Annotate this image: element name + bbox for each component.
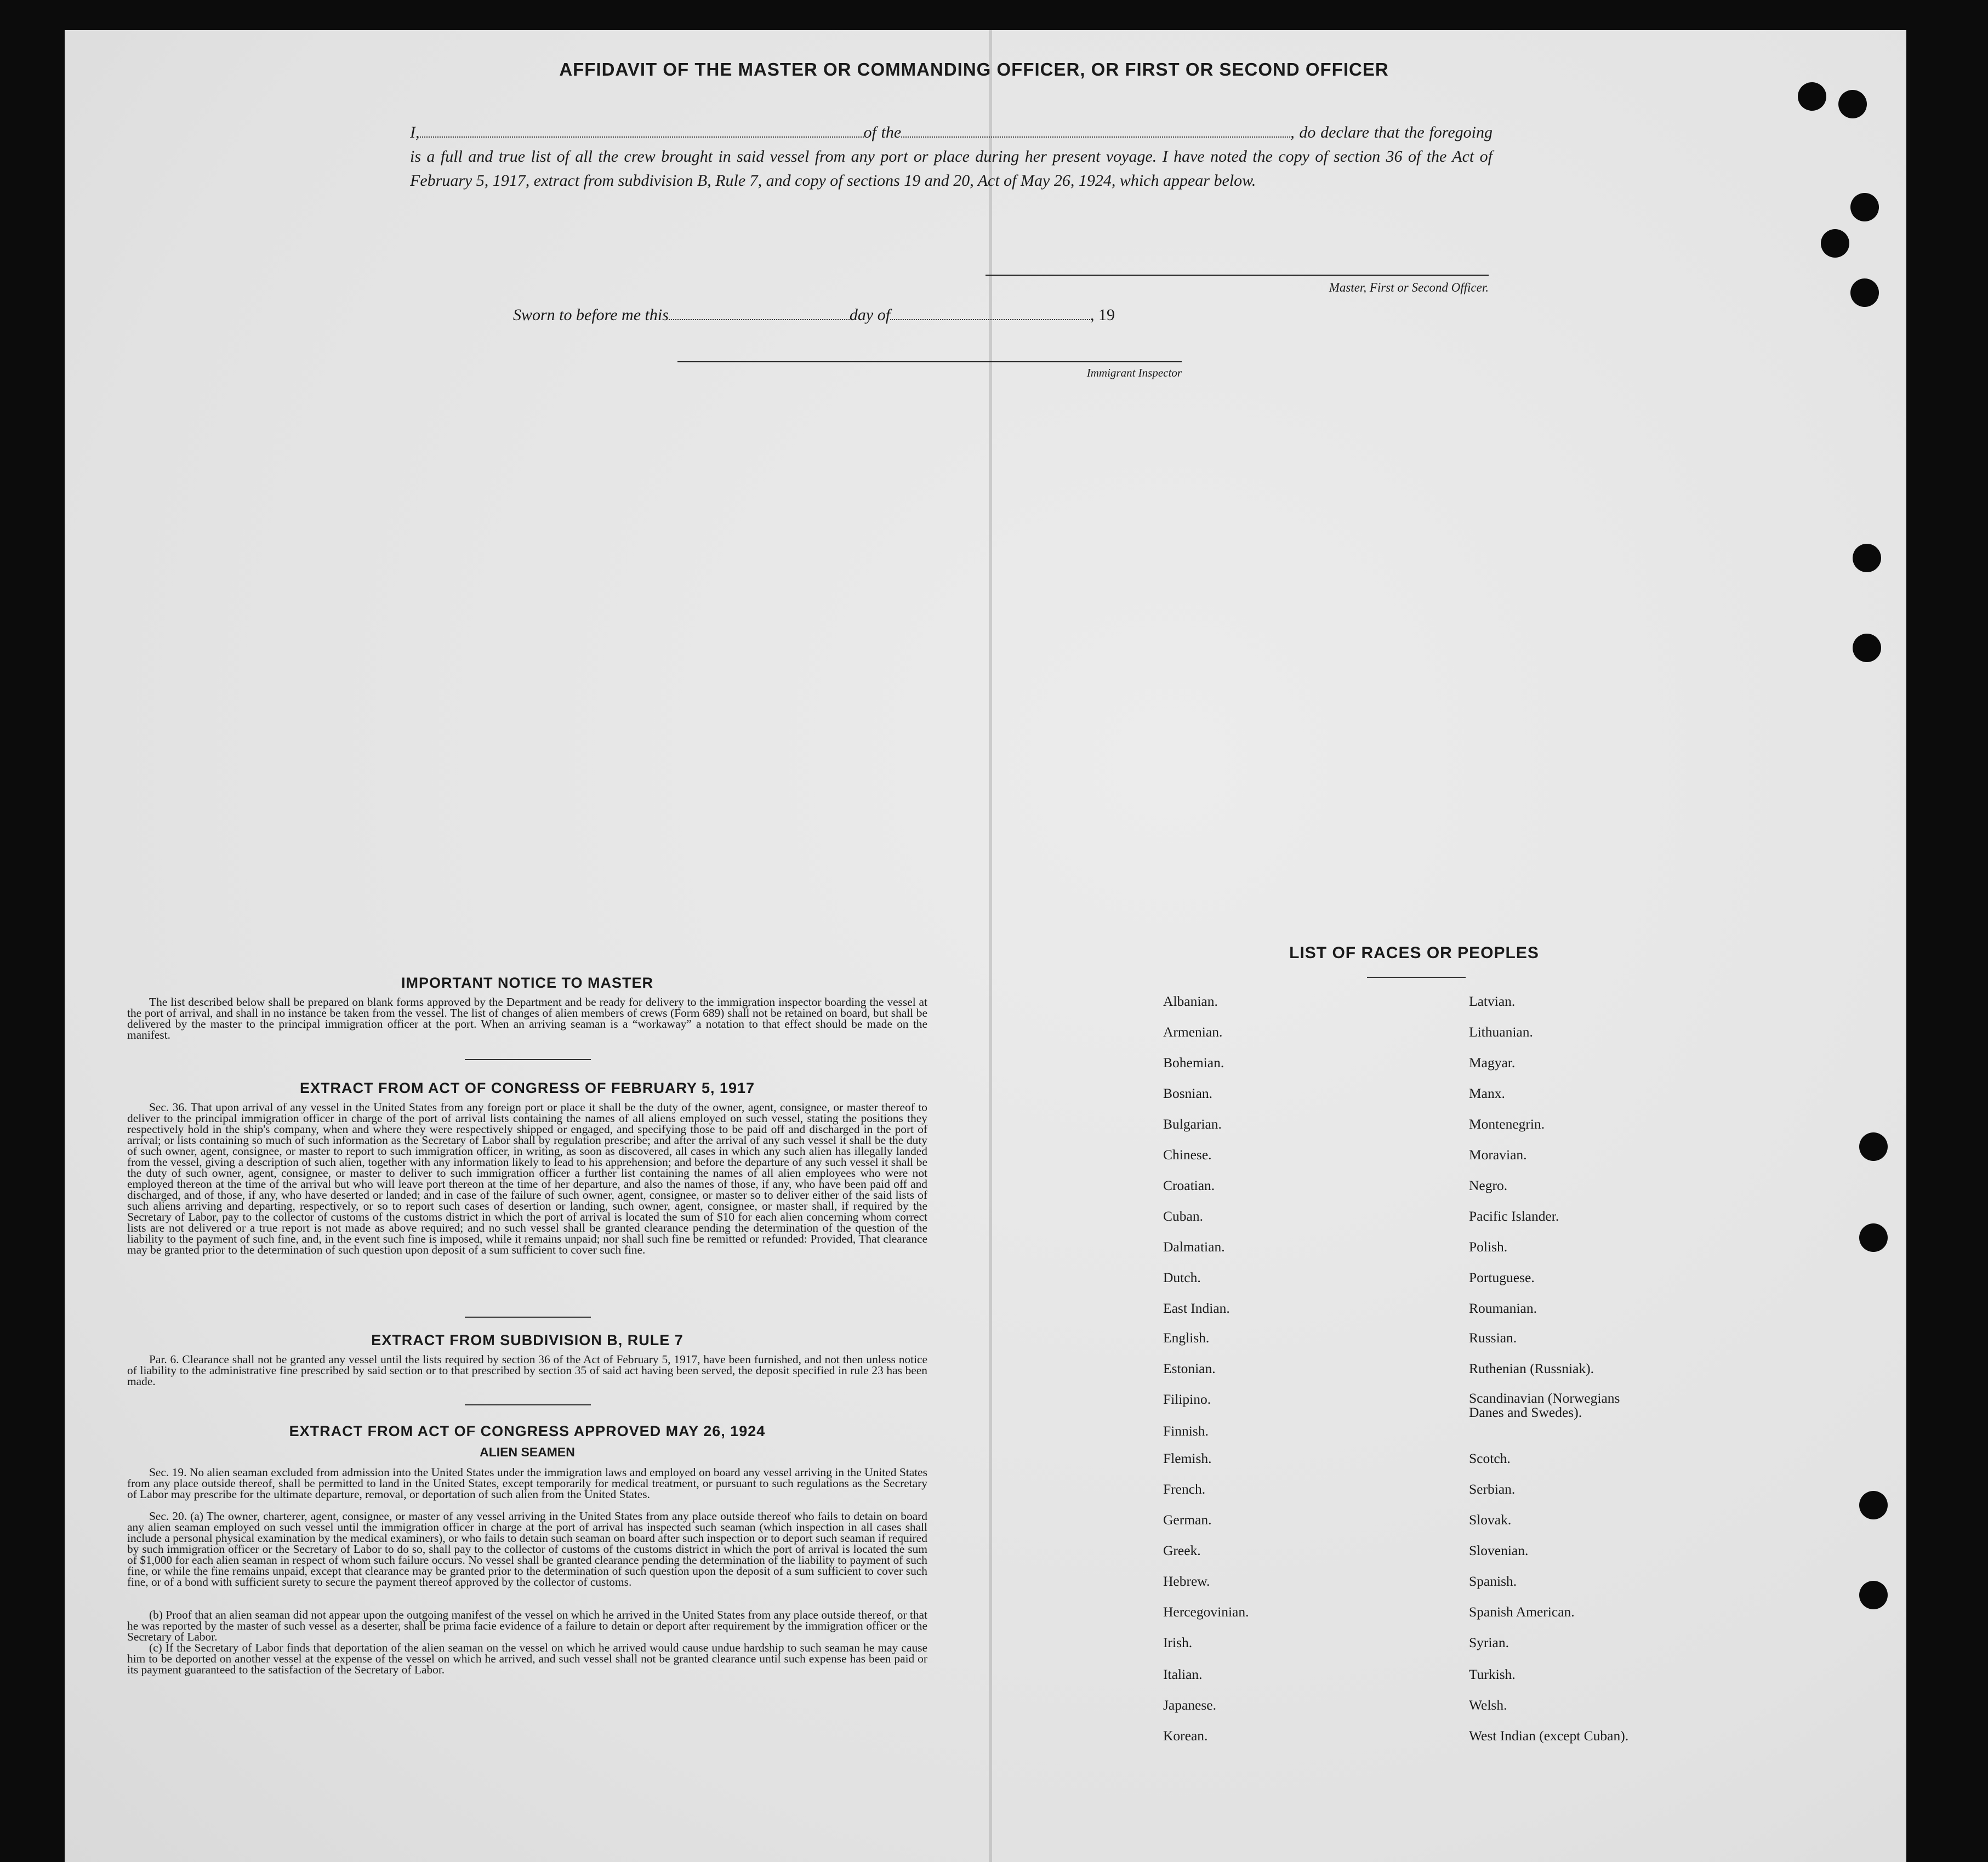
- sworn-text: Sworn to before me this: [513, 306, 669, 324]
- extract-rule7-text: Par. 6. Clearance shall not be granted any vessel until the lists required by section 36 of the Act of February 5, 1917, have been furnished, and not then unless notice of liability to the administrative fine prescribed by said section or to that prescribed by section 35 of said act having been served, the deposit specified in rule 23 has been made.: [127, 1353, 927, 1388]
- race-item: Pacific Islander.: [1469, 1208, 1559, 1224]
- race-item: Irish.: [1163, 1635, 1193, 1650]
- sec-19-text: Sec. 19. No alien seaman excluded from admission into the United States under the immigration laws and employed on board any vessel arriving in the United States from any place outside thereof, shall be permitted to land in the United States, except temporarily for medical treatment, or pursuant to such regulations as the Secretary of Labor may prescribe for the ultimate departure, removal, or deportation of such alien from the United States.: [127, 1466, 927, 1501]
- vessel-blank[interactable]: [901, 123, 1290, 138]
- affidavit-title: AFFIDAVIT OF THE MASTER OR COMMANDING OFFICER, OR FIRST OR SECOND OFFICER: [559, 59, 1389, 79]
- punch-hole: [1859, 1132, 1888, 1161]
- race-item: Dalmatian.: [1163, 1239, 1225, 1255]
- sworn-day-blank[interactable]: [669, 307, 850, 320]
- race-item: Hebrew.: [1163, 1573, 1210, 1589]
- page-fold: [989, 30, 992, 1862]
- race-item: French.: [1163, 1481, 1206, 1497]
- race-item: Spanish.: [1469, 1573, 1517, 1589]
- race-item: Montenegrin.: [1469, 1116, 1545, 1132]
- sworn-year: , 19: [1090, 306, 1115, 324]
- punch-hole: [1859, 1491, 1888, 1519]
- race-item: Bulgarian.: [1163, 1116, 1222, 1132]
- race-item: Spanish American.: [1469, 1604, 1575, 1620]
- master-signature-line[interactable]: [986, 275, 1489, 276]
- punch-hole: [1859, 1223, 1888, 1252]
- race-item: Finnish.: [1163, 1423, 1209, 1439]
- race-item: Bohemian.: [1163, 1055, 1224, 1070]
- race-item: Welsh.: [1469, 1697, 1507, 1713]
- sec-20a-text: Sec. 20. (a) The owner, charterer, agent, consignee, or master of any vessel arriving in the United States from any place outside thereof who fails to detain on board any alien seaman employed on such vessel until the immigration officer in charge at the port of arrival has inspected such seaman (which inspection in all cases shall include a personal physical examination by the medical examiners), or who fails to detain such seaman on board after such inspection or to deport such seaman if required by such immigration officer or the Secretary of Labor to do so, shall pay to the collector of customs of the customs district in which the port of arrival is located the sum of $1,000 for each alien seaman in respect of whom such failure occurs. No vessel shall be granted clearance pending the determination of the liability to payment of such fine, or while the fine remains unpaid, except that clearance may be granted prior to the determination of such question upon the deposit of a sum sufficient to cover such fine, or of a bond with sufficient surety to secure the payment thereof approved by the collector of customs.: [127, 1510, 927, 1588]
- race-item: Ruthenian (Russniak).: [1469, 1360, 1594, 1376]
- race-item: Greek.: [1163, 1542, 1201, 1558]
- affidavit-declare: , do declare: [1290, 123, 1369, 141]
- race-item: Estonian.: [1163, 1360, 1216, 1376]
- race-item: English.: [1163, 1330, 1210, 1346]
- sworn-day-of: day of: [849, 306, 891, 324]
- sec-20b-text: (b) Proof that an alien seaman did not appear upon the outgoing manifest of the vessel on which he arrived in the United States from any place outside thereof, or that he was reported by the master of such vessel as a deserter, shall be prima facie evidence of a failure to detain or deport after requirement by the immigration officer or the Secretary of Labor.: [127, 1608, 927, 1643]
- notice-title: IMPORTANT NOTICE TO MASTER: [401, 975, 653, 991]
- race-item: Dutch.: [1163, 1269, 1201, 1285]
- race-item: Japanese.: [1163, 1697, 1216, 1713]
- extract-1917-text: Sec. 36. That upon arrival of any vessel in the United States from any foreign port or place it shall be the duty of the owner, agent, consignee, or master thereof to deliver to the principal immigration officer in charge of the port of arrival lists containing the names of all aliens employed on such vessel, stating the positions they respectively hold in the ship's company, when and where they were respectively shipped or engaged, and specifying those to be paid off and discharged in the port of arrival; or lists containing so much of such information as the Secretary of Labor shall by regulation prescribe; and after the arrival of any such vessel it shall be the duty of such owner, agent, consignee, or master to report to such immigration officer, in writing, as soon as discovered, all cases in which any such alien has illegally landed from the vessel, giving a description of such alien, together with any information likely to lead to his apprehension; and before the departure of any such vessel it shall be the duty of such owner, agent, consignee, or master to deliver to such immigration officer a further list containing the names of all alien employees who were not employed thereon at the time of the arrival but who will leave port thereon at the time of her departure, and also the names of those, if any, who have been paid off and discharged, and of those, if any, who have deserted or landed; and in case of the failure of such owner, agent, consignee, or master so to deliver either of the said lists of such aliens arriving and departing, respectively, or so to report such cases of desertion or landing, such owner, agent, consignee, or master shall, if required by the Secretary of Labor, pay to the collector of customs of the customs district in which the port of arrival is located the sum of $10 for each alien concerning whom correct lists are not delivered or a true report is not made as above required; and no such vessel shall be granted clearance pending the determination of the question of the liability to the payment of such fine, and, in the event such fine is imposed, while it remains unpaid; nor shall such fine be remitted or refunded: Provided, That clearance may be granted prior to the determination of such question upon deposit of a sum sufficient to cover such fine.: [127, 1101, 927, 1256]
- punch-hole: [1798, 82, 1826, 111]
- race-item: East Indian.: [1163, 1300, 1230, 1316]
- divider: [465, 1059, 591, 1060]
- race-item: Portuguese.: [1469, 1269, 1535, 1285]
- divider: [465, 1317, 591, 1318]
- race-item: Slovenian.: [1469, 1542, 1529, 1558]
- inspector-label: Immigrant Inspector: [1086, 366, 1182, 379]
- races-title: LIST OF RACES OR PEOPLES: [1289, 944, 1539, 962]
- race-item: Scandinavian (Norwegians Danes and Swedes).: [1469, 1390, 1620, 1420]
- race-item: Italian.: [1163, 1666, 1203, 1682]
- race-item: Manx.: [1469, 1085, 1505, 1101]
- race-item: Lithuanian.: [1469, 1024, 1533, 1040]
- punch-hole: [1850, 278, 1879, 307]
- race-item: Syrian.: [1469, 1635, 1509, 1650]
- affidavit-text: that the foregoing is a full and true list of all the crew brought in said vessel from any port or place during her present voyage. I have noted the copy of section 36 of the Act of February 5, 1917, extract from subdivision B, Rule 7, and copy of sections 19 and 20, Act of May 26, 1924, which appear below.: [410, 123, 1493, 190]
- race-item: Roumanian.: [1469, 1300, 1537, 1316]
- race-item: Albanian.: [1163, 993, 1218, 1009]
- race-item: Flemish.: [1163, 1450, 1212, 1466]
- race-item: Slovak.: [1469, 1512, 1512, 1528]
- master-signature-label: Master, First or Second Officer.: [1329, 281, 1489, 294]
- affidavit-of-the: of the: [863, 123, 902, 141]
- race-item: West Indian (except Cuban).: [1469, 1728, 1629, 1744]
- punch-hole: [1853, 634, 1881, 662]
- race-item: Magyar.: [1469, 1055, 1516, 1070]
- divider: [465, 1404, 591, 1405]
- affidavit-paragraph: [410, 121, 1493, 193]
- race-item: German.: [1163, 1512, 1212, 1528]
- race-item: Negro.: [1469, 1177, 1508, 1193]
- race-item: Armenian.: [1163, 1024, 1223, 1040]
- race-item: Latvian.: [1469, 993, 1516, 1009]
- affidavit-i: I,: [410, 123, 420, 141]
- alien-seamen-subtitle: ALIEN SEAMEN: [480, 1445, 575, 1459]
- extract-rule7-title: EXTRACT FROM SUBDIVISION B, RULE 7: [371, 1332, 683, 1348]
- race-item: Scotch.: [1469, 1450, 1511, 1466]
- sec-20c-text: (c) If the Secretary of Labor finds that deportation of the alien seaman on the vessel on which he arrived would cause undue hardship to such seaman he may cause him to be deported on another vessel at the expense of the vessel on which he arrived, and such vessel shall not be granted clearance until such expense has been paid or its payment guaranteed to the satisfaction of the Secretary of Labor.: [127, 1641, 927, 1676]
- race-item: Filipino.: [1163, 1391, 1211, 1407]
- race-item: Polish.: [1469, 1239, 1508, 1255]
- punch-hole: [1853, 544, 1881, 572]
- punch-hole: [1821, 229, 1849, 258]
- race-item: Bosnian.: [1163, 1085, 1212, 1101]
- extract-1924-title: EXTRACT FROM ACT OF CONGRESS APPROVED MAY 26, 1924: [289, 1423, 766, 1439]
- race-item: Moravian.: [1469, 1147, 1527, 1163]
- name-blank[interactable]: [420, 123, 864, 138]
- punch-hole: [1859, 1581, 1888, 1609]
- sworn-month-blank[interactable]: [890, 307, 1090, 320]
- race-item: Russian.: [1469, 1330, 1517, 1346]
- races-divider: [1367, 977, 1466, 978]
- punch-hole: [1850, 193, 1879, 221]
- race-item: Chinese.: [1163, 1147, 1212, 1163]
- sworn-line: [513, 306, 1115, 324]
- notice-text: The list described below shall be prepared on blank forms approved by the Department and be ready for delivery to the immigration inspector boarding the vessel at the port of arrival, and shall in no instance be taken from the vessel. The list of changes of alien members of crews (Form 689) shall not be retained on board, but shall be delivered by the master to the principal immigration officer at the port. When an arriving seaman is a “workaway” a notation to that effect should be made on the manifest.: [127, 995, 927, 1041]
- race-item: Serbian.: [1469, 1481, 1516, 1497]
- punch-hole: [1838, 90, 1867, 118]
- extract-1917-title: EXTRACT FROM ACT OF CONGRESS OF FEBRUARY 5, 1917: [299, 1080, 755, 1096]
- race-item: Turkish.: [1469, 1666, 1516, 1682]
- inspector-signature-line[interactable]: [677, 361, 1182, 362]
- race-item: Croatian.: [1163, 1177, 1215, 1193]
- race-item: Hercegovinian.: [1163, 1604, 1249, 1620]
- race-item: Korean.: [1163, 1728, 1208, 1744]
- race-item: Cuban.: [1163, 1208, 1203, 1224]
